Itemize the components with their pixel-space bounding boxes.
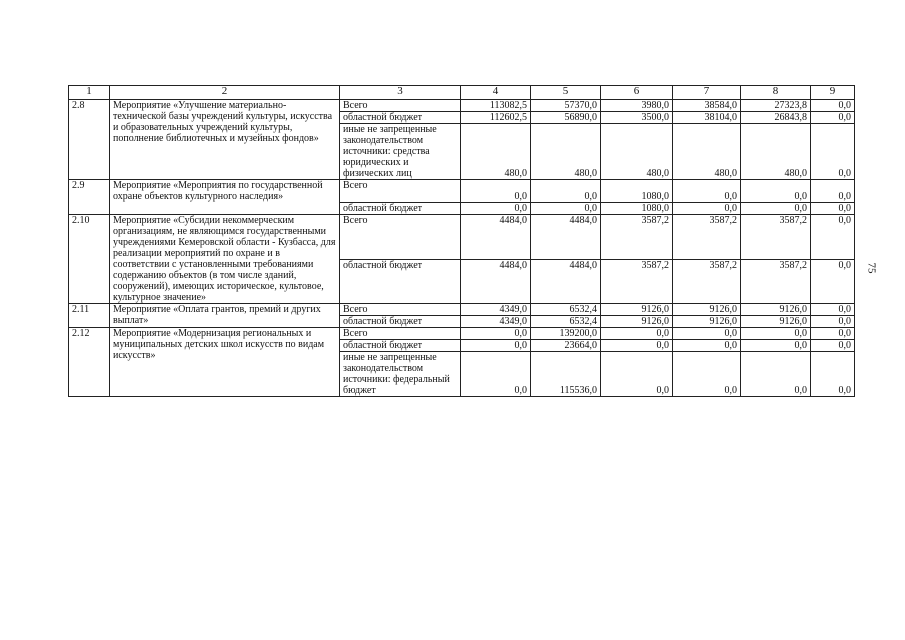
value-cell: 0,0 <box>811 203 855 215</box>
value-cell: 9126,0 <box>741 316 811 328</box>
value-cell: 0,0 <box>811 328 855 340</box>
col-header-4: 4 <box>461 86 531 100</box>
value-cell: 0,0 <box>601 340 673 352</box>
value-cell: 0,0 <box>673 203 741 215</box>
value-cell: 3587,2 <box>741 259 811 304</box>
table-row <box>69 215 855 260</box>
value-cell: 0,0 <box>673 180 741 203</box>
value-cell: 0,0 <box>811 340 855 352</box>
col-header-5: 5 <box>531 86 601 100</box>
funding-source: иные не запрещенные законодательством источники: федеральный бюджет <box>340 352 461 397</box>
funding-source: Всего <box>340 180 461 203</box>
value-cell: 0,0 <box>461 203 531 215</box>
value-cell: 0,0 <box>461 340 531 352</box>
value-cell: 3587,2 <box>601 259 673 304</box>
value-cell: 26843,8 <box>741 112 811 124</box>
value-cell: 4484,0 <box>461 259 531 304</box>
value-cell: 113082,5 <box>461 100 531 112</box>
row-id: 2.11 <box>69 304 110 328</box>
value-cell: 3980,0 <box>601 100 673 112</box>
funding-source: Всего <box>340 100 461 112</box>
col-header-1: 1 <box>69 86 110 100</box>
value-cell: 480,0 <box>673 124 741 180</box>
value-cell: 0,0 <box>741 340 811 352</box>
value-cell: 56890,0 <box>531 112 601 124</box>
col-header-6: 6 <box>601 86 673 100</box>
row-title: Мероприятие «Модернизация региональных и муниципальных детских школ искусств по видам искусств» <box>110 328 340 397</box>
value-cell: 57370,0 <box>531 100 601 112</box>
value-cell: 0,0 <box>531 203 601 215</box>
row-title: Мероприятие «Улучшение материально-технической базы учреждений культуры, искусства и образовательных учреждений культуры, пополнение библиотечных и музейных фондов» <box>110 100 340 180</box>
header-row <box>69 86 855 100</box>
row-id: 2.10 <box>69 215 110 304</box>
funding-source: областной бюджет <box>340 112 461 124</box>
value-cell: 3587,2 <box>673 215 741 260</box>
col-header-3: 3 <box>340 86 461 100</box>
row-id: 2.8 <box>69 100 110 180</box>
value-cell: 0,0 <box>811 259 855 304</box>
value-cell: 0,0 <box>741 180 811 203</box>
col-header-7: 7 <box>673 86 741 100</box>
value-cell: 0,0 <box>741 352 811 397</box>
value-cell: 0,0 <box>741 203 811 215</box>
budget-table <box>68 85 855 397</box>
value-cell: 38584,0 <box>673 100 741 112</box>
value-cell: 480,0 <box>461 124 531 180</box>
value-cell: 6532,4 <box>531 304 601 316</box>
value-cell: 0,0 <box>601 352 673 397</box>
value-cell: 0,0 <box>461 328 531 340</box>
table-row <box>69 304 855 316</box>
value-cell: 0,0 <box>531 180 601 203</box>
col-header-9: 9 <box>811 86 855 100</box>
funding-source: Всего <box>340 304 461 316</box>
value-cell: 0,0 <box>811 124 855 180</box>
value-cell: 4484,0 <box>531 215 601 260</box>
row-title: Мероприятие «Оплата грантов, премий и других выплат» <box>110 304 340 328</box>
funding-source: областной бюджет <box>340 259 461 304</box>
value-cell: 480,0 <box>531 124 601 180</box>
row-title: Мероприятие «Субсидии некоммерческим организациям, не являющимся государственными учреждениями Кемеровской области - Кузбасса, для реализации мероприятий по охране и в соответствии с установленными требованиями содержанию объектов (в том числе зданий, сооружений), имеющих историческое, культовое, культурное значение» <box>110 215 340 304</box>
value-cell: 38104,0 <box>673 112 741 124</box>
value-cell: 3587,2 <box>601 215 673 260</box>
value-cell: 4349,0 <box>461 316 531 328</box>
value-cell: 115536,0 <box>531 352 601 397</box>
value-cell: 480,0 <box>601 124 673 180</box>
value-cell: 0,0 <box>461 180 531 203</box>
value-cell: 0,0 <box>673 328 741 340</box>
value-cell: 0,0 <box>811 215 855 260</box>
value-cell: 1080,0 <box>601 203 673 215</box>
value-cell: 0,0 <box>811 180 855 203</box>
value-cell: 4349,0 <box>461 304 531 316</box>
table-row <box>69 100 855 112</box>
value-cell: 0,0 <box>811 316 855 328</box>
value-cell: 0,0 <box>811 112 855 124</box>
funding-source: Всего <box>340 215 461 260</box>
funding-source: областной бюджет <box>340 203 461 215</box>
value-cell: 3587,2 <box>673 259 741 304</box>
funding-source: Всего <box>340 328 461 340</box>
table-row <box>69 328 855 340</box>
value-cell: 3500,0 <box>601 112 673 124</box>
value-cell: 1080,0 <box>601 180 673 203</box>
value-cell: 23664,0 <box>531 340 601 352</box>
value-cell: 0,0 <box>461 352 531 397</box>
funding-source: областной бюджет <box>340 316 461 328</box>
page-number: 75 <box>865 262 878 274</box>
value-cell: 4484,0 <box>531 259 601 304</box>
table-row <box>69 180 855 203</box>
value-cell: 0,0 <box>673 340 741 352</box>
row-title: Мероприятие «Мероприятия по государственной охране объектов культурного наследия» <box>110 180 340 215</box>
value-cell: 0,0 <box>741 328 811 340</box>
value-cell: 9126,0 <box>601 304 673 316</box>
value-cell: 480,0 <box>741 124 811 180</box>
col-header-2: 2 <box>110 86 340 100</box>
value-cell: 0,0 <box>673 352 741 397</box>
funding-source: областной бюджет <box>340 340 461 352</box>
value-cell: 6532,4 <box>531 316 601 328</box>
value-cell: 9126,0 <box>673 316 741 328</box>
value-cell: 112602,5 <box>461 112 531 124</box>
value-cell: 0,0 <box>601 328 673 340</box>
value-cell: 4484,0 <box>461 215 531 260</box>
funding-source: иные не запрещенные законодательством источники: средства юридических и физических лиц <box>340 124 461 180</box>
value-cell: 27323,8 <box>741 100 811 112</box>
col-header-8: 8 <box>741 86 811 100</box>
row-id: 2.9 <box>69 180 110 215</box>
value-cell: 0,0 <box>811 304 855 316</box>
value-cell: 0,0 <box>811 352 855 397</box>
value-cell: 9126,0 <box>741 304 811 316</box>
value-cell: 0,0 <box>811 100 855 112</box>
value-cell: 139200,0 <box>531 328 601 340</box>
value-cell: 9126,0 <box>601 316 673 328</box>
value-cell: 9126,0 <box>673 304 741 316</box>
row-id: 2.12 <box>69 328 110 397</box>
value-cell: 3587,2 <box>741 215 811 260</box>
